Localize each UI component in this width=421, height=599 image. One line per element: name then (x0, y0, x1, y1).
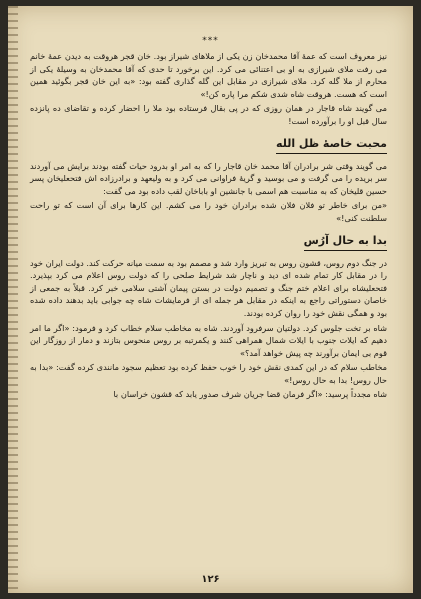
paragraph: در جنگ دوم روس، قشون روس به تبریز وارد شد و مصمم بود به سمت میانه حرکت کند. دولت ایران خود را در مقابل کار تمام شده ای دید و ناچار شد شرایط صلحی را که دولت روس اعلام می کرد بپذیرد. فتحعلیشاه برای اعلام ختم جنگ و تصمیم دولت در بستن پیمان آشتی سلامی خبر کرد. قبلاً به جمعی از خاصان دستوراتی راجع به اینکه در مقابل هر جمله ای از فرمایشات شاه چه جوابی باید بدهند داده شده بود و همگی نقش خود را روان کرده بودند. (30, 257, 387, 318)
quote-paragraph: «من برای خاطر تو فلان فلان شده برادران خود را می کشم. این کارها برای آن است که تو راحت سلطنت کنی!» (30, 200, 387, 223)
paragraph: شاه بر تخت جلوس کرد. دولتیان سرفرود آوردند. شاه به مخاطب سلام خطاب کرد و فرمود: «اگر ما امر دهیم که ایلات جنوب با ایلات شمال همراهی کنند و یکمرتبه بر روس منحوس بتازند و دمار از روزگار این قوم بی ایمان برآورند چه پیش خواهد آمد؟» (30, 322, 387, 358)
page-content (30, 50, 387, 579)
document-page (8, 6, 413, 593)
section-separator: *** (202, 36, 219, 46)
paragraph: مخاطب سلام که در این کمدی نقش خود را خوب حفظ کرده بود تعظیم سجود مانندی کرده گفت: «بدا به حال روس! بدا به حال روس!» (30, 362, 387, 385)
paragraph: نیز معروف است که عمهٔ آقا محمدخان زن یکی از ملاهای شیراز بود. خان قجر هروقت به دیدن عمهٔ خانم می رفت ملای شیرازی به او بی اعتنائی می کرد. این برخورد تا حدی که آقا محمدخان به وسیلهٔ یکی از محارم از ملا گله کرد. ملای شیرازی در مقابل این گله گذاری گفته بود: «به این خان قجر بگوئید همین است که هست. هروقت شاه شدی شکم مرا پاره کن!» (30, 51, 387, 99)
page-number: ۱۲۶ (201, 574, 220, 585)
section-heading: بدا به حال آرُس (304, 233, 387, 251)
paragraph: می گویند شاه قاجار در همان روزی که در پی بقال فرستاده بود ملا را احضار کرده و تقاضای ده پانزده سال قبل او را برآورده است! (30, 103, 387, 126)
section-heading: محبت خاصهٔ ظل الله (276, 136, 387, 154)
perforated-edge (8, 6, 18, 593)
paragraph: می گویند وقتی شر برادران آقا محمد خان قاجار را که به امر او بدرود حیات گفته بودند برایش می آوردند سر بریده را می گرفت و می بوسید و گریهٔ فراوانی می کرد و به ولیعهد و برادرزاده اش فتحعلیخان پسر حسین قلیخان که به مناسبت هم اسمی با جانشین او باباخان لقب داده بود می گفت: (30, 160, 387, 196)
paragraph: شاه مجدداً پرسید: «اگر فرمان قضا جریان شرف صدور یابد که قشون خراسان با (113, 389, 387, 400)
